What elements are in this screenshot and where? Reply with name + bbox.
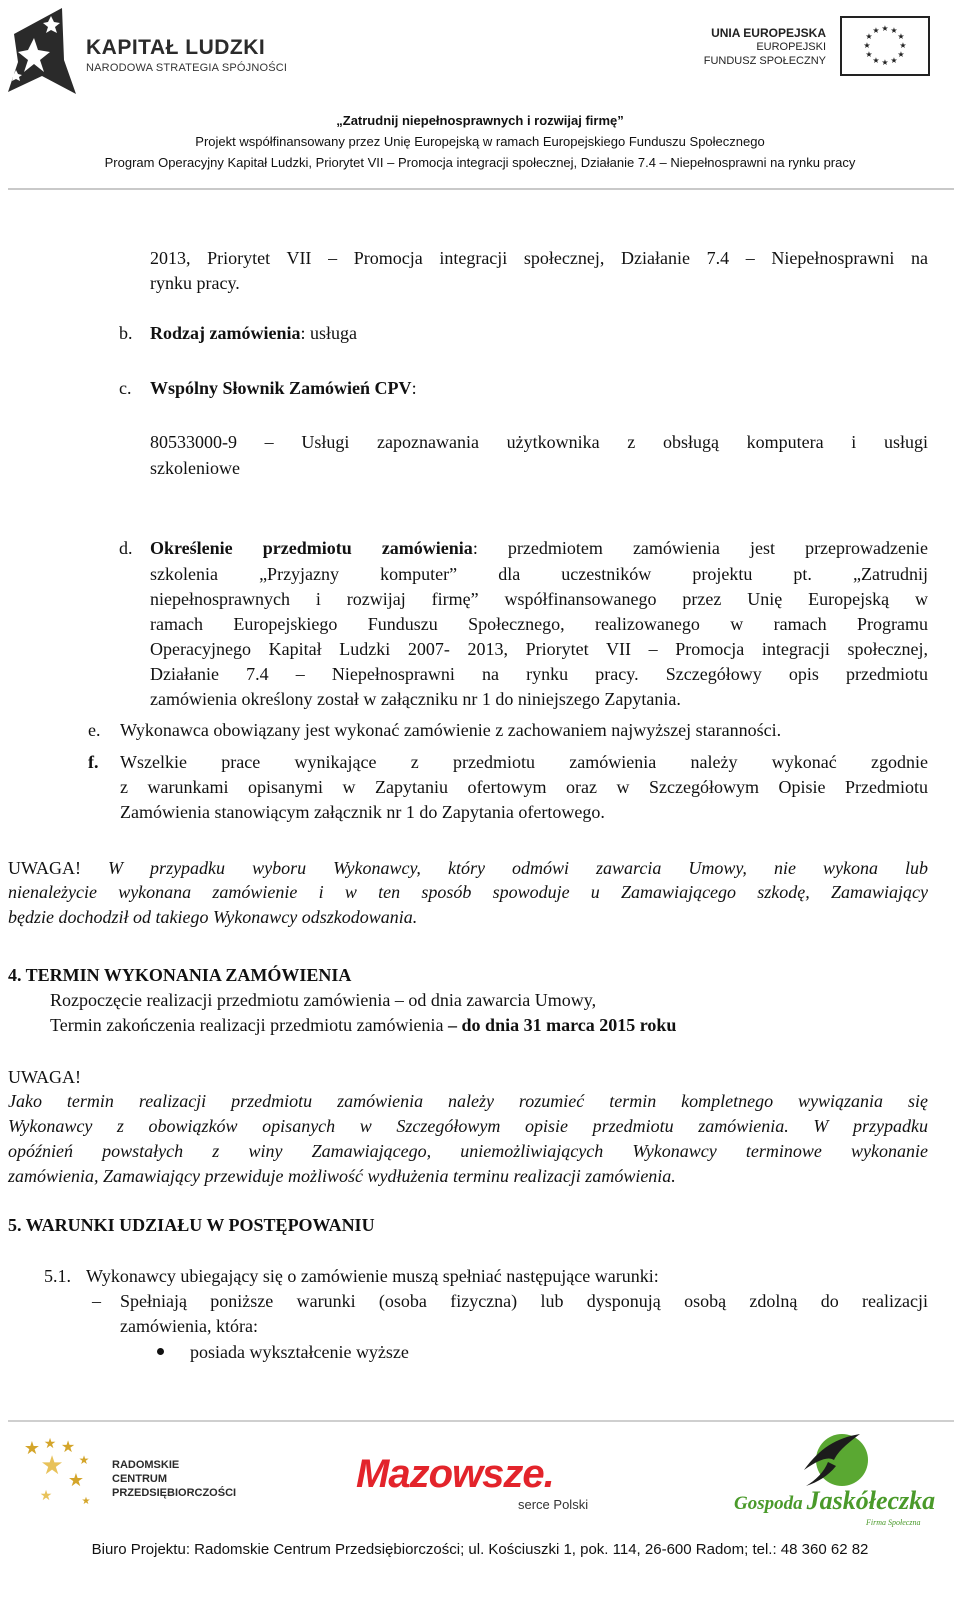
jaskoleczka-word: Jaskółeczka (806, 1486, 936, 1515)
section-4-deadline: – do dnia 31 marca 2015 roku (443, 1015, 677, 1035)
svg-text:★: ★ (67, 1470, 85, 1491)
kapital-ludzki-subtitle: NARODOWA STRATEGIA SPÓJNOŚCI (86, 62, 288, 74)
eu-text-block (700, 26, 826, 68)
uwaga-2-line-1: Jako termin realizacji przedmiotu zamówienia należy rozumieć termin kompletnego wywiązania się (8, 1091, 928, 1111)
item-d-line-1 (150, 536, 928, 561)
cpv-line-2: szkoleniowe (150, 458, 240, 478)
kapital-ludzki-logo (4, 4, 84, 96)
section-5-heading: 5. WARUNKI UDZIAŁU W POSTĘPOWANIU (8, 1215, 375, 1235)
item-b-label: Rodzaj zamówienia (150, 323, 301, 343)
svg-text:★: ★ (39, 1488, 53, 1504)
uwaga-2-line-3: opóźnień powstałych z winy Zamawiającego, uniemożliwiających Wykonawcy terminowe wykonanie (8, 1141, 928, 1161)
item-d-line-3: niepełnosprawnych i rozwijaj firmę” współfinansowanego przez Unię Europejską w (150, 589, 928, 609)
dash-marker: – (92, 1291, 101, 1311)
uwaga-2-line-4: zamówienia, Zamawiający przewiduje możliwość wydłużenia terminu realizacji zamówienia. (8, 1166, 676, 1186)
svg-text:★: ★ (890, 26, 898, 35)
header-line-2: Projekt współfinansowany przez Unię Europejską w ramach Europejskiego Funduszu Społecznego (195, 134, 765, 149)
item-b-value: : usługa (300, 323, 357, 343)
swallow-icon (798, 1430, 868, 1490)
gospoda-logo (734, 1486, 935, 1516)
bullet-item: posiada wykształcenie wyższe (190, 1342, 409, 1362)
svg-text:★: ★ (865, 32, 873, 41)
mazowsze-subtitle: serce Polski (518, 1497, 589, 1512)
svg-text:★: ★ (899, 41, 907, 50)
item-d-line-7: zamówienia określony został w załączniku nr 1 do niniejszego Zapytania. (150, 689, 681, 709)
svg-text:★: ★ (863, 41, 871, 50)
svg-text:★: ★ (881, 24, 889, 33)
footer-divider (8, 1420, 954, 1422)
item-f-line-2: z warunkami opisanymi w Zapytaniu ofertowym oraz w Szczegółowym Opisie Przedmiotu (120, 777, 928, 797)
uwaga-1-line-2: nienależycie wykonana zamówienie i w ten sposób spowoduje u Zamawiającego szkodę, Zamawiający (8, 882, 928, 902)
svg-text:★: ★ (81, 1496, 91, 1507)
item-c-colon: : (411, 378, 417, 398)
eu-line-3: FUNDUSZ SPOŁECZNY (703, 55, 826, 67)
uwaga-2-label: UWAGA! (8, 1067, 81, 1087)
item-c-letter: c. (119, 378, 132, 398)
section-5-1-number: 5.1. (44, 1266, 71, 1286)
uwaga-1-label: UWAGA! (8, 858, 81, 878)
section-4-line-2 (50, 1013, 676, 1038)
rcp-line-1: RADOMSKIE (112, 1459, 180, 1471)
item-d-line-1-rest: : przedmiotem zamówienia jest przeprowadzenie (472, 538, 928, 558)
mazowsze-logo: Mazowsze. (356, 1452, 554, 1496)
item-f-line-3: Zamówienia stanowiącym załącznik nr 1 do Zapytania ofertowego. (120, 802, 605, 822)
item-b (150, 321, 357, 346)
item-d-letter: d. (119, 538, 133, 558)
kapital-ludzki-title: KAPITAŁ LUDZKI (86, 36, 266, 59)
header-line-3: Program Operacyjny Kapitał Ludzki, Priorytet VII – Promocja integracji społecznej, Działanie 7.4 – Niepełnosprawni na rynku pracy (104, 155, 856, 170)
uwaga-1-text-1: W przypadku wyboru Wykonawcy, który odmówi zawarcia Umowy, nie wykona lub (108, 858, 928, 878)
svg-text:★: ★ (78, 1453, 90, 1467)
svg-text:★: ★ (897, 50, 905, 59)
svg-text:★: ★ (890, 56, 898, 65)
dash-item-line-1: Spełniają poniższe warunki (osoba fizyczna) lub dysponują osobą zdolną do realizacji (120, 1291, 928, 1311)
svg-text:★: ★ (872, 26, 880, 35)
rcp-line-3: PRZEDSIĘBIORCZOŚCI (112, 1487, 237, 1499)
section-4-line-2-text: Termin zakończenia realizacji przedmiotu zamówienia (50, 1015, 444, 1035)
continued-line-1: 2013, Priorytet VII – Promocja integracji społecznej, Działanie 7.4 – Niepełnosprawni na (150, 248, 928, 268)
item-b-letter: b. (119, 323, 133, 343)
eu-flag-icon (840, 16, 930, 76)
svg-text:★: ★ (40, 1451, 64, 1481)
item-c (150, 376, 417, 401)
gospoda-word: Gospoda (734, 1493, 803, 1514)
item-d-line-4: ramach Europejskiego Funduszu Społecznego, realizowanego w ramach Programu (150, 614, 928, 634)
item-f-line-1: Wszelkie prace wynikające z przedmiotu zamówienia należy wykonać zgodnie (120, 752, 928, 772)
section-4-line-1: Rozpoczęcie realizacji przedmiotu zamówienia – od dnia zawarcia Umowy, (50, 990, 597, 1010)
svg-text:★: ★ (872, 56, 880, 65)
svg-text:★: ★ (881, 58, 889, 67)
svg-text:★: ★ (897, 32, 905, 41)
dash-item-line-2: zamówienia, która: (120, 1316, 258, 1336)
svg-text:★: ★ (43, 1436, 57, 1452)
rcp-logo-text (112, 1458, 236, 1500)
header-project-lines (0, 110, 960, 173)
svg-text:★: ★ (865, 50, 873, 59)
item-f-letter: f. (88, 752, 99, 772)
continued-line-2: rynku pracy. (150, 273, 240, 293)
uwaga-1-line-1 (8, 856, 928, 881)
header-project-title: „Zatrudnij niepełnosprawnych i rozwijaj firmę” (336, 113, 624, 128)
section-5-1-text: Wykonawcy ubiegający się o zamówienie muszą spełniać następujące warunki: (86, 1266, 659, 1286)
svg-text:★: ★ (60, 1437, 76, 1456)
header-divider (8, 188, 954, 190)
bullet-icon (157, 1348, 164, 1355)
gospoda-subtitle: Firma Społeczna (866, 1518, 921, 1527)
rcp-stars-logo (22, 1434, 104, 1510)
item-d-line-6: Działanie 7.4 – Niepełnosprawni na rynku pracy. Szczegółowy opis przedmiotu (150, 664, 928, 684)
section-4-heading: 4. TERMIN WYKONANIA ZAMÓWIENIA (8, 965, 352, 985)
svg-text:★: ★ (23, 1438, 41, 1459)
uwaga-2-line-2: Wykonawcy z obowiązków opisanych w Szczegółowym opisie przedmiotu zamówienia. W przypadku (8, 1116, 928, 1136)
item-e-text: Wykonawca obowiązany jest wykonać zamówienie z zachowaniem najwyższej staranności. (120, 720, 782, 740)
item-d-line-2: szkolenia „Przyjazny komputer” dla uczestników projektu pt. „Zatrudnij (150, 564, 928, 584)
item-d-label: Określenie przedmiotu zamówienia (150, 538, 473, 558)
item-c-label: Wspólny Słownik Zamówień CPV (150, 378, 412, 398)
eu-line-2: EUROPEJSKI (756, 41, 826, 53)
eu-line-1: UNIA EUROPEJSKA (711, 26, 826, 40)
footer-address: Biuro Projektu: Radomskie Centrum Przedsiębiorczości; ul. Kościuszki 1, pok. 114, 26-600 Radom; tel.: 48 360 62 82 (91, 1541, 869, 1558)
item-d-line-5: Operacyjnego Kapitał Ludzki 2007- 2013, Priorytet VII – Promocja integracji społecznej, (150, 639, 928, 659)
item-e-letter: e. (88, 720, 101, 740)
cpv-line-1: 80533000-9 – Usługi zapoznawania użytkownika z obsługą komputera i usługi (150, 432, 928, 452)
uwaga-1-line-3: będzie dochodził od takiego Wykonawcy odszkodowania. (8, 907, 418, 927)
rcp-line-2: CENTRUM (112, 1473, 167, 1485)
